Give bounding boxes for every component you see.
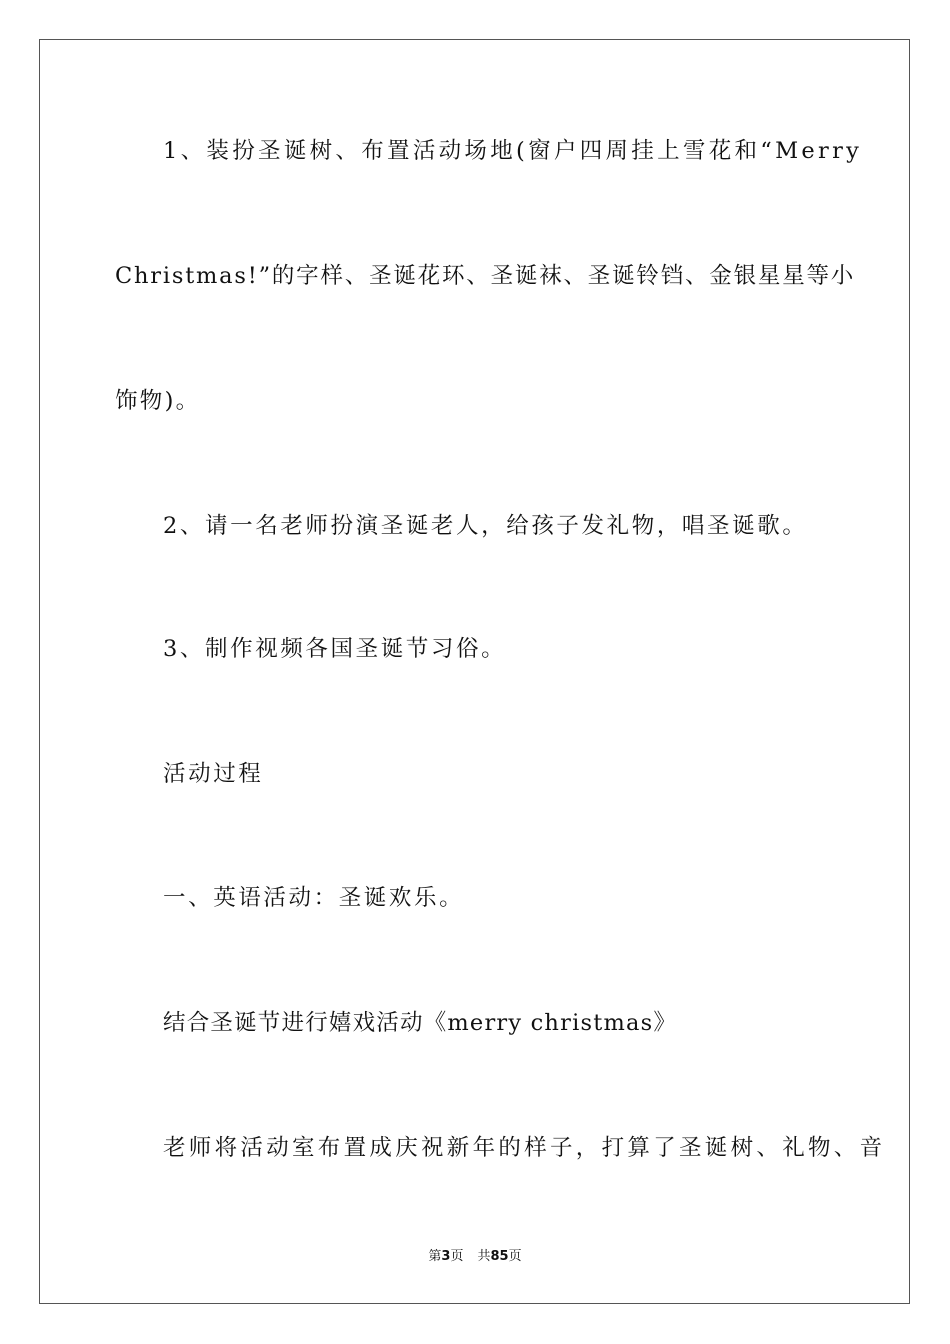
footer-total-prefix: 共: [477, 1249, 491, 1264]
page-frame: [39, 39, 910, 1304]
paragraph-line: 饰物)。: [115, 388, 201, 414]
paragraph-line: 3、制作视频各国圣诞节习俗。: [163, 636, 507, 662]
paragraph-line: 老师将活动室布置成庆祝新年的样子，打算了圣诞树、礼物、音: [163, 1135, 886, 1161]
paragraph-line: 1、装扮圣诞树、布置活动场地(窗户四周挂上雪花和“Merry: [163, 138, 863, 164]
subsection-heading: 一、英语活动：圣诞欢乐。: [163, 885, 465, 911]
footer-total-pages: 85: [490, 1249, 509, 1264]
footer-page-number: 3: [441, 1249, 451, 1264]
paragraph-line: 结合圣诞节进行嬉戏活动《merry christmas》: [163, 1010, 678, 1036]
footer-page-suffix: 页: [450, 1249, 464, 1264]
footer-total-suffix: 页: [508, 1249, 522, 1264]
footer-page-prefix: 第: [428, 1249, 442, 1264]
paragraph-line: Christmas!”的字样、圣诞花环、圣诞袜、圣诞铃铛、金银星星等小: [115, 263, 856, 289]
page-footer: [0, 1248, 950, 1266]
paragraph-line: 2、请一名老师扮演圣诞老人，给孩子发礼物，唱圣诞歌。: [163, 513, 808, 539]
section-heading: 活动过程: [163, 761, 264, 787]
